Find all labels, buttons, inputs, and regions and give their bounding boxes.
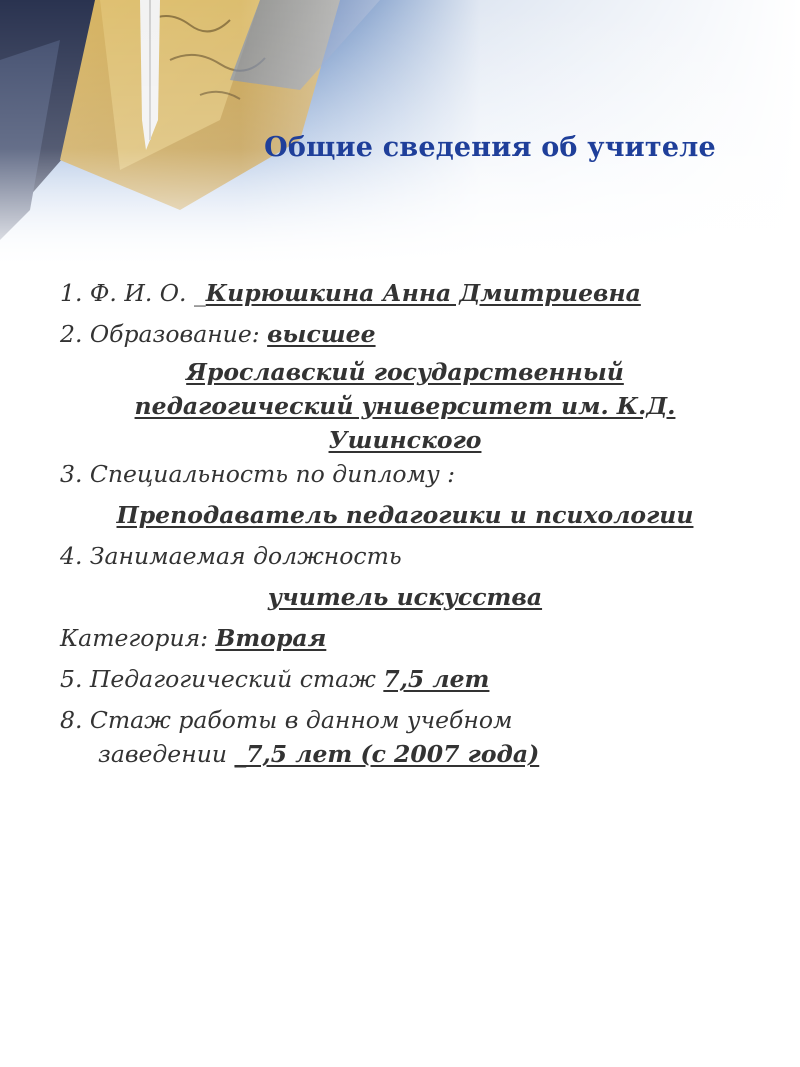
education-value: высшее (267, 320, 376, 348)
institution-line-3: Ушинского (328, 426, 482, 454)
work-experience-label-2: заведении (98, 740, 235, 768)
ped-experience-row (60, 662, 750, 696)
position-label: 4. Занимаемая должность (60, 542, 402, 570)
specialty-value: Преподаватель педагогики и психологии (116, 501, 694, 529)
position-value-row (60, 580, 750, 614)
position-value: учитель искусства (267, 583, 543, 611)
work-experience-label-1: 8. Стаж работы в данном учебном (60, 706, 513, 734)
institution-line-1: Ярославский государственный (186, 358, 624, 386)
ped-experience-label: 5. Педагогический стаж (60, 665, 384, 693)
fio-row (60, 276, 750, 310)
fio-value: Кирюшкина Анна Дмитриевна (205, 279, 641, 307)
teacher-info (60, 276, 750, 778)
fio-label: 1. Ф. И. О. _ (60, 279, 206, 307)
specialty-row (60, 457, 750, 491)
specialty-label: 3. Специальность по диплому : (60, 460, 456, 488)
page-title: Общие сведения об учителе (264, 132, 716, 163)
position-row (60, 539, 750, 573)
education-row (60, 317, 750, 351)
ped-experience-value: 7,5 лет (383, 665, 490, 693)
category-row (60, 621, 750, 655)
category-label: Категория: (60, 624, 216, 652)
work-experience-value: _7,5 лет (с 2007 года) (234, 740, 540, 768)
specialty-value-row (60, 498, 750, 532)
category-value: Вторая (215, 624, 327, 652)
education-label: 2. Образование: (60, 320, 268, 348)
education-institution (60, 355, 750, 457)
institution-line-2: педагогический университет им. К.Д. (134, 392, 676, 420)
work-experience-row-2 (60, 737, 750, 771)
work-experience-row (60, 703, 750, 737)
